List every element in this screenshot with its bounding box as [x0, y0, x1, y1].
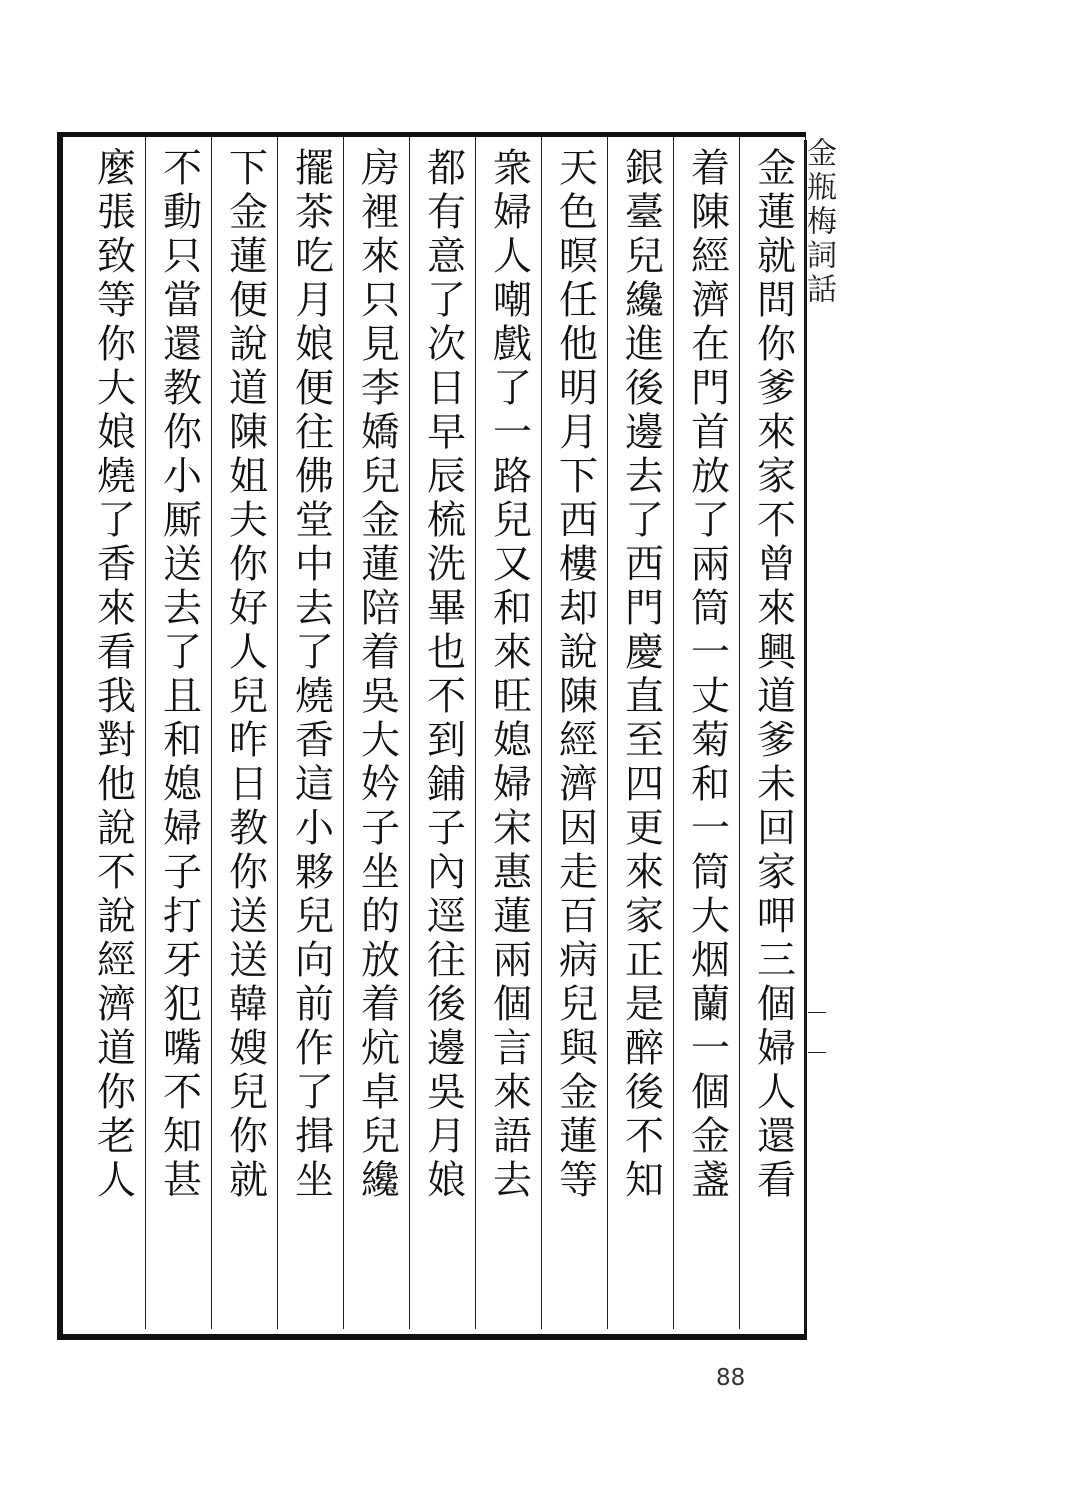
margin-rule-lower [808, 1052, 826, 1053]
text-column-7 [344, 137, 410, 1329]
text-column-3-content: 銀臺兒纔進後邊去了西門慶直至四更來家正是醉後不知 [618, 147, 664, 1203]
text-column-9 [212, 137, 278, 1329]
text-column-5 [476, 137, 542, 1329]
text-column-3 [608, 137, 674, 1329]
text-column-8 [278, 137, 344, 1329]
text-column-10-content: 不動只當還教你小厮送去了且和媳婦子打牙犯嘴不知甚 [156, 147, 202, 1203]
text-column-11-content: 麼張致等你大娘燒了香來看我對他說不說經濟道你老人 [90, 147, 136, 1203]
text-column-5-content: 衆婦人嘲戲了一路兒又和來旺媳婦宋惠蓮兩個言來語去 [486, 147, 532, 1203]
text-column-2 [674, 137, 740, 1329]
page-number: 88 [716, 1365, 746, 1391]
text-column-7-content: 房裡來只見李嬌兒金蓮陪着吳大妗子坐的放着炕卓兒纔 [354, 147, 400, 1203]
text-column-1 [740, 137, 806, 1329]
text-column-1-content: 金蓮就問你爹來家不曾來興道爹未回家呷三個婦人還看 [750, 147, 796, 1203]
margin-rule-upper [808, 1012, 826, 1013]
text-column-2-content: 着陳經濟在門首放了兩筒一丈菊和一筒大烟蘭一個金盞 [684, 147, 730, 1203]
text-column-10 [146, 137, 212, 1329]
text-column-11 [80, 137, 146, 1329]
text-column-4 [542, 137, 608, 1329]
text-column-9-content: 下金蓮便說道陳姐夫你好人兒昨日教你送送韓嫂兒你就 [222, 147, 268, 1203]
text-column-6 [410, 137, 476, 1329]
text-column-8-content: 擺茶吃月娘便往佛堂中去了燒香這小夥兒向前作了揖坐 [288, 147, 334, 1203]
margin-book-title: 金瓶梅詞話 [801, 137, 836, 307]
text-column-4-content: 天色暝任他明月下西樓却說陳經濟因走百病兒與金蓮等 [552, 147, 598, 1203]
text-column-6-content: 都有意了次日早辰梳洗畢也不到鋪子內逕往後邊吳月娘 [420, 147, 466, 1203]
